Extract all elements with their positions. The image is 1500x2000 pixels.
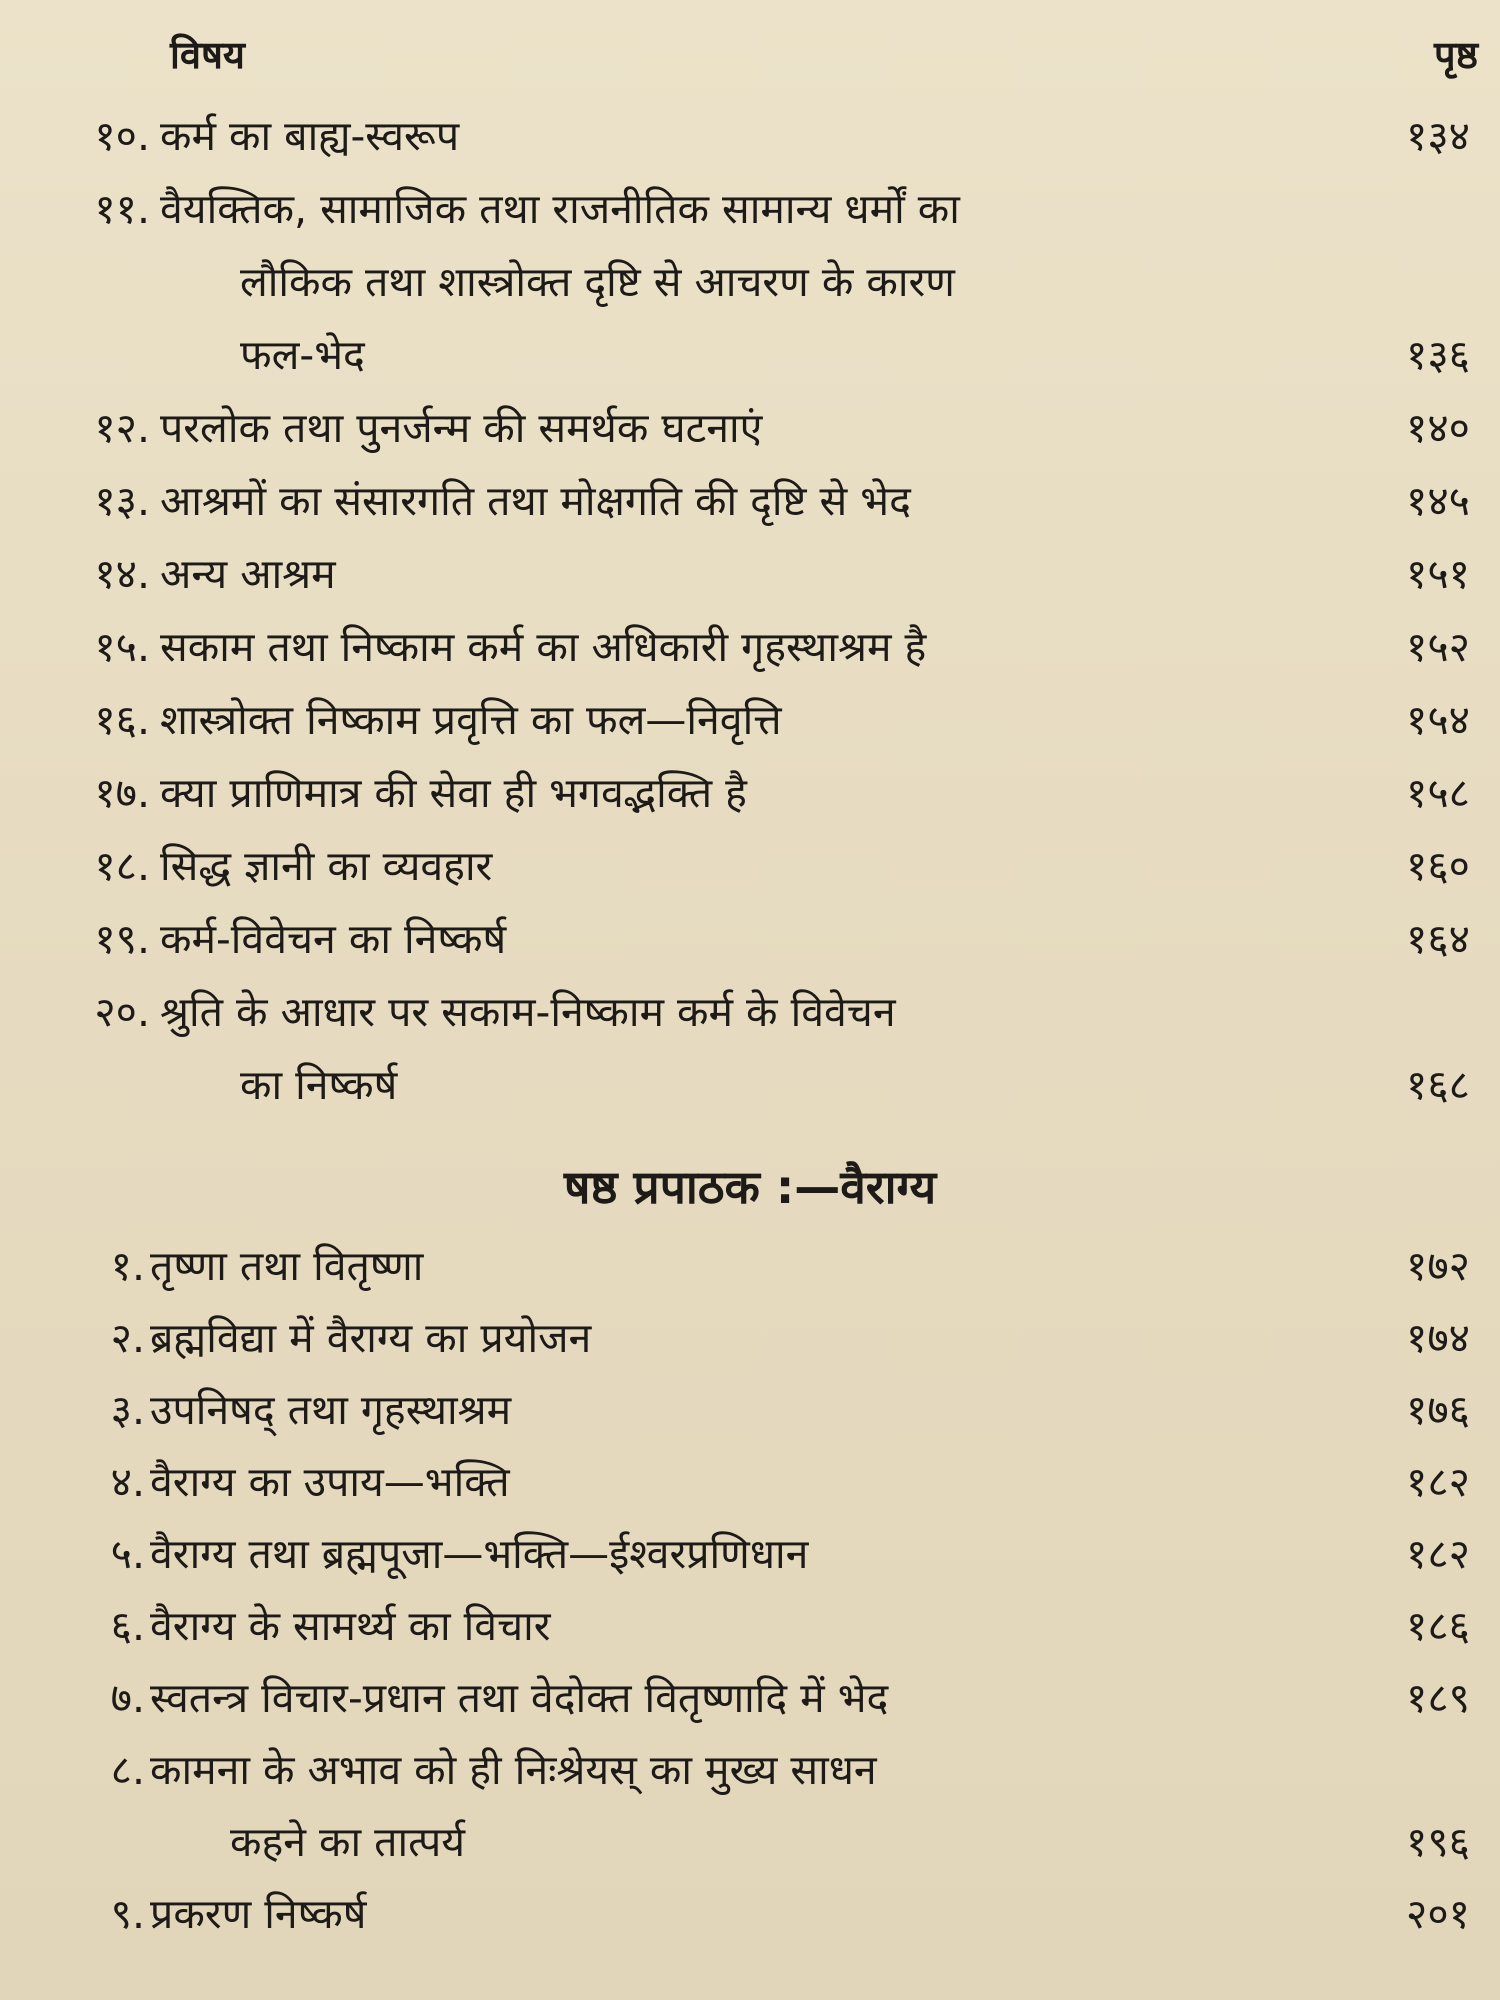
toc-entry-title: वैयक्तिक, सामाजिक तथा राजनीतिक सामान्य धर्मों का	[160, 185, 960, 233]
toc-entry-number: १९.	[94, 915, 150, 963]
toc-entry-number: ६.	[110, 1602, 145, 1650]
toc-entry-page: १६४	[1406, 915, 1470, 963]
toc-entry-page: १८२	[1406, 1530, 1470, 1578]
toc-entry-page: १४०	[1406, 404, 1470, 452]
toc-entry-number: ७.	[110, 1674, 145, 1722]
toc-entry-page: १९६	[1406, 1818, 1470, 1866]
toc-entry-number: १२.	[94, 404, 150, 452]
toc-entry-page: १६०	[1406, 842, 1470, 890]
toc-entry-title: कामना के अभाव को ही निःश्रेयस् का मुख्य साधन	[150, 1746, 877, 1794]
toc-entry-number: १७.	[94, 769, 150, 817]
toc-entry-number: ८.	[110, 1746, 145, 1794]
toc-entry-title: आश्रमों का संसारगति तथा मोक्षगति की दृष्टि से भेद	[160, 477, 911, 525]
toc-entry-page: १७२	[1406, 1242, 1470, 1290]
toc-entry-page: १८२	[1406, 1458, 1470, 1506]
toc-entry-page: १४५	[1406, 477, 1470, 525]
toc-entry-page: २०१	[1406, 1890, 1470, 1938]
toc-entry-page: १७६	[1406, 1386, 1470, 1434]
toc-entry-title: वैराग्य तथा ब्रह्मपूजा—भक्ति—ईश्वरप्रणिधान	[150, 1530, 809, 1578]
toc-entry-title: का निष्कर्ष	[240, 1061, 398, 1109]
subject-column-label: विषय	[170, 33, 245, 77]
toc-entry-page: १५२	[1406, 623, 1470, 671]
toc-entry-number: ११.	[94, 185, 150, 233]
page-column-label: पृष्ठ	[1434, 33, 1478, 77]
toc-entry-number: २.	[110, 1314, 145, 1362]
toc-entry-title: श्रुति के आधार पर सकाम-निष्काम कर्म के विवेचन	[160, 988, 896, 1036]
toc-entry-number: १५.	[94, 623, 150, 671]
toc-entry-page: १८९	[1406, 1674, 1470, 1722]
toc-entry-page: १८६	[1406, 1602, 1470, 1650]
toc-entry-title: क्या प्राणिमात्र की सेवा ही भगवद्भक्ति है	[160, 769, 747, 817]
toc-entry-title: लौकिक तथा शास्त्रोक्त दृष्टि से आचरण के कारण	[240, 258, 955, 306]
toc-entry-title: प्रकरण निष्कर्ष	[150, 1890, 367, 1938]
toc-entry-number: ३.	[110, 1386, 145, 1434]
toc-entry-title: वैराग्य का उपाय—भक्ति	[150, 1458, 510, 1506]
toc-entry-number: १३.	[94, 477, 150, 525]
toc-entry-title: सकाम तथा निष्काम कर्म का अधिकारी गृहस्थाश्रम है	[160, 623, 927, 671]
toc-entry-number: १.	[110, 1242, 145, 1290]
toc-entry-number: १४.	[94, 550, 150, 598]
toc-entry-title: परलोक तथा पुनर्जन्म की समर्थक घटनाएं	[160, 404, 763, 452]
toc-entry-number: ५.	[110, 1530, 145, 1578]
toc-entry-page: १३६	[1406, 331, 1470, 379]
toc-entry-page: १५४	[1406, 696, 1470, 744]
toc-entry-page: १५८	[1406, 769, 1470, 817]
toc-entry-page: १७४	[1406, 1314, 1470, 1362]
toc-entry-title: कहने का तात्पर्य	[230, 1818, 466, 1866]
toc-entry-title: कर्म का बाह्य-स्वरूप	[160, 112, 460, 160]
toc-entry-page: १५१	[1406, 550, 1470, 598]
toc-entry-title: फल-भेद	[240, 331, 365, 379]
toc-header	[0, 28, 1500, 88]
toc-entry-title: वैराग्य के सामर्थ्य का विचार	[150, 1602, 551, 1650]
toc-entry-title: उपनिषद् तथा गृहस्थाश्रम	[150, 1386, 512, 1434]
toc-entry-number: २०.	[94, 988, 150, 1036]
toc-entry-page: १३४	[1406, 112, 1470, 160]
toc-entry-number: ४.	[110, 1458, 145, 1506]
toc-entry-title: ब्रह्मविद्या में वैराग्य का प्रयोजन	[150, 1314, 592, 1362]
toc-entry-title: कर्म-विवेचन का निष्कर्ष	[160, 915, 507, 963]
section-heading: षष्ठ प्रपाठक :—वैराग्य	[563, 1160, 937, 1214]
toc-entry-page: १६८	[1406, 1061, 1470, 1109]
toc-entry-number: १८.	[94, 842, 150, 890]
toc-entry-number: १०.	[94, 112, 150, 160]
toc-entry-title: शास्त्रोक्त निष्काम प्रवृत्ति का फल—निवृत्ति	[160, 696, 782, 744]
toc-entry-title: स्वतन्त्र विचार-प्रधान तथा वेदोक्त वितृष्णादि में भेद	[150, 1674, 889, 1722]
toc-entry-title: सिद्ध ज्ञानी का व्यवहार	[160, 842, 493, 890]
toc-entry-number: १६.	[94, 696, 150, 744]
toc-entry-title: अन्य आश्रम	[160, 550, 336, 598]
toc-entry-number: ९.	[110, 1890, 145, 1938]
toc-entry-title: तृष्णा तथा वितृष्णा	[150, 1242, 424, 1290]
